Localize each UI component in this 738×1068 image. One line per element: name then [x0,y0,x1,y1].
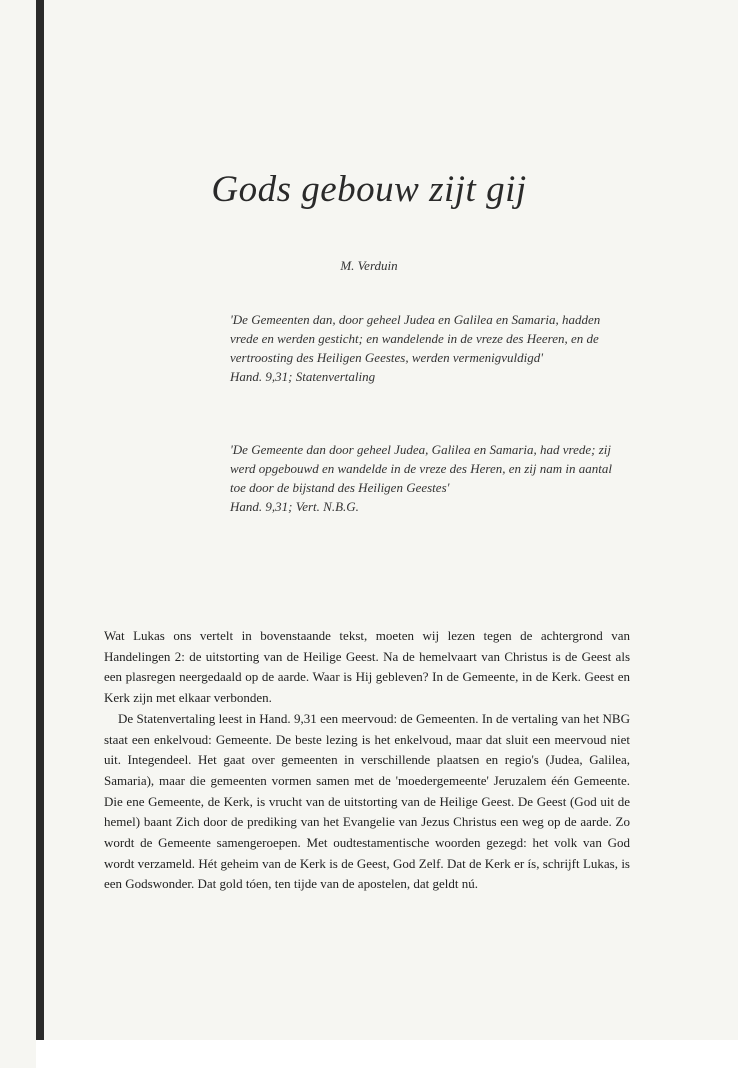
quote-source: Hand. 9,31; Statenvertaling [230,369,376,384]
quote-text: 'De Gemeenten dan, door geheel Judea en Galilea en Samaria, hadden vrede en werden gesticht; en wandelende in de vreze des Heeren, en de vertroosting des Heiligen Geestes, werden vermenigvuldigd' [230,312,601,365]
quote-source: Hand. 9,31; Vert. N.B.G. [230,499,359,514]
scan-edge-left [36,0,44,1068]
body-paragraph: Wat Lukas ons vertelt in bovenstaande tekst, moeten wij lezen tegen de achtergrond van Handelingen 2: de uitstorting van de Heilige Geest. Na de hemelvaart van Christus is de Geest als een plasregen neergedaald op de aarde. Waar is Hij gebleven? In de Gemeente, in de Kerk. Geest en Kerk zijn met elkaar verbonden. [104,628,630,706]
quote-statenvertaling [230,310,630,386]
scan-edge-bottom [36,1040,738,1068]
article-author: M. Verduin [340,258,398,273]
quote-nbg [230,440,630,516]
quote-text: 'De Gemeente dan door geheel Judea, Galilea en Samaria, had vrede; zij werd opgebouwd en wandelde in de vreze des Heren, en zij nam in aantal toe door de bijstand des Heiligen Geestes' [230,442,612,495]
article-title: Gods gebouw zijt gij [211,169,527,210]
body-paragraph: De Statenvertaling leest in Hand. 9,31 een meervoud: de Gemeenten. In de vertaling van het NBG staat een enkelvoud: Gemeente. De beste lezing is het enkelvoud, maar dat sluit een meervoud niet uit. Integendeel. Het gaat over gemeenten in verschillende plaatsen en regio's (Judea, Galilea, Samaria), maar die gemeenten vormen samen met de 'moedergemeente' Jeruzalem één Gemeente. Die ene Gemeente, de Kerk, is vrucht van de uitstorting van de Heilige Geest. De Geest (God uit de hemel) baant Zich door de prediking van het Evangelie van Jezus Christus een weg op de aarde. Zo wordt de Gemeente samengeroepen. Met oudtestamentische woorden gezegd: het volk van God wordt verzameld. Hét geheim van de Kerk is de Geest, God Zelf. Dat de Kerk er ís, schrijft Lukas, is een Godswonder. Dat gold tóen, ten tijde van de apostelen, dat geldt nú. [104,710,630,892]
body-text [104,626,630,895]
